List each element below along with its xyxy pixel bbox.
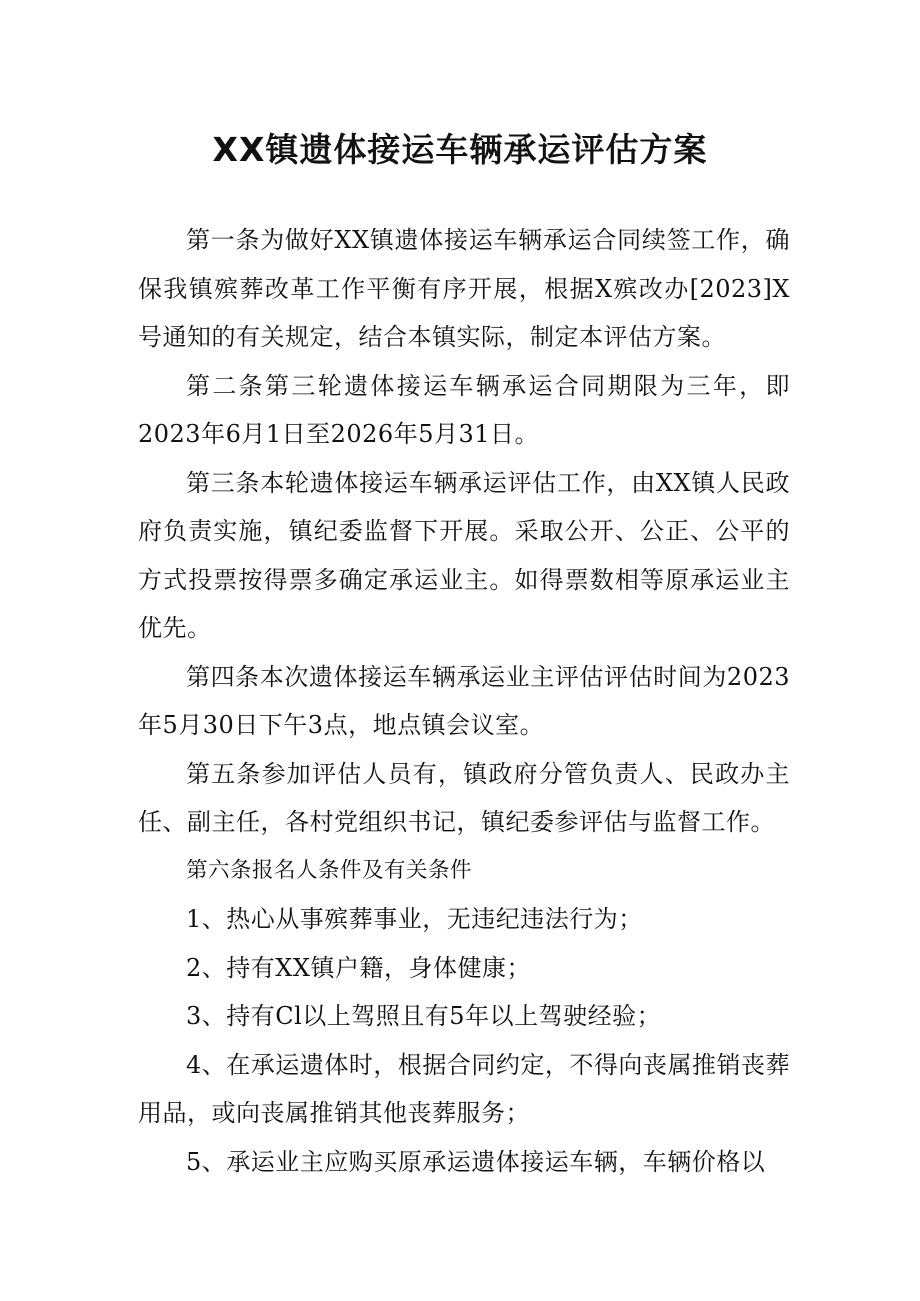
condition-item-4: 4、在承运遗体时，根据合同约定，不得向丧属推销丧葬用品，或向丧属推销其他丧葬服务； bbox=[138, 1050, 790, 1127]
article-4-paragraph: 第四条本次遗体接运车辆承运业主评估评估时间为2023年5月30日下午3点，地点镇会议室。 bbox=[138, 662, 790, 739]
condition-item-1: 1、热心从事殡葬事业，无违纪违法行为； bbox=[186, 905, 643, 933]
condition-item-2: 2、持有XX镇户籍，身体健康； bbox=[186, 953, 531, 982]
article-5-paragraph: 第五条参加评估人员有，镇政府分管负责人、民政办主任、副主任，各村党组织书记，镇纪委参评估与监督工作。 bbox=[138, 759, 790, 836]
article-1-paragraph: 第一条为做好XX镇遗体接运车辆承运合同续签工作，确保我镇殡葬改革工作平衡有序开展，根据X殡改办[2023]X号通知的有关规定，结合本镇实际，制定本评估方案。 bbox=[138, 226, 790, 351]
article-2-paragraph: 第二条第三轮遗体接运车辆承运合同期限为三年，即2023年6月1日至2026年5月31日。 bbox=[138, 371, 790, 448]
condition-item-3: 3、持有Cl以上驾照且有5年以上驾驶经验； bbox=[186, 1002, 662, 1030]
article-3-paragraph: 第三条本轮遗体接运车辆承运评估工作，由XX镇人民政府负责实施，镇纪委监督下开展。采取公开、公正、公平的方式投票按得票多确定承运业主。如得票数相等原承运业主优先。 bbox=[138, 468, 790, 642]
document-body bbox=[138, 216, 790, 1186]
condition-item-5: 5、承运业主应购买原承运遗体接运车辆，车辆价格以 bbox=[186, 1147, 766, 1176]
article-6-heading: 第六条报名人条件及有关条件 bbox=[186, 857, 473, 883]
document-title: XX镇遗体接运车辆承运评估方案 bbox=[212, 130, 708, 169]
